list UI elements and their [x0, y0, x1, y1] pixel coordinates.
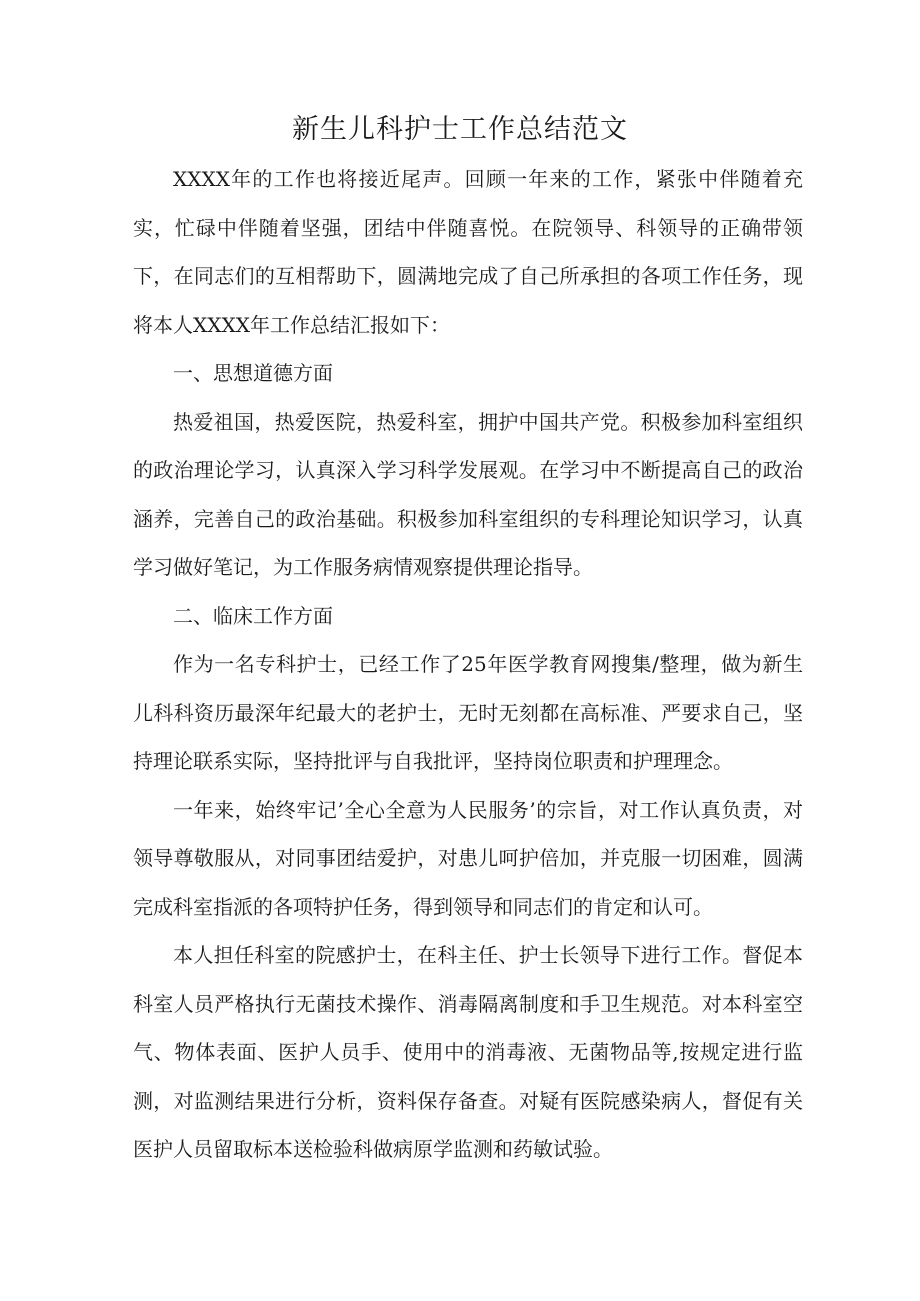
intro-paragraph: XXXX年的工作也将接近尾声。回顾一年来的工作，紧张中伴随着充实，忙碌中伴随着坚强，团结中伴随喜悦。在院领导、科领导的正确带领下，在同志们的互相帮助下，圆满地完成了自己所承担的各项工作任务，现将本人XXXX年工作总结汇报如下：	[133, 167, 803, 337]
document-body	[133, 155, 803, 1174]
section-2-paragraph-2: 一年来，始终牢记’全心全意为人民服务’的宗旨，对工作认真负责，对领导尊敬服从，对同事团结爱护，对患儿呵护倍加，并克服一切困难，圆满完成科室指派的各项特护任务，得到领导和同志们的肯定和认可。	[133, 797, 803, 919]
section-2-heading: 二、临床工作方面	[173, 603, 333, 628]
section-1-heading: 一、思想道德方面	[173, 361, 333, 385]
section-2-paragraph-3: 本人担任科室的院感护士，在科主任、护士长领导下进行工作。督促本科室人员严格执行无菌技术操作、消毒隔离制度和手卫生规范。对本科室空气、物体表面、医护人员手、使用中的消毒液、无菌物品等,按规定进行监测，对监测结果进行分析，资料保存备查。对疑有医院感染病人，督促有关医护人员留取标本送检验科做病原学监测和药敏试验。	[133, 943, 803, 1161]
section-1-paragraph: 热爱祖国，热爱医院，热爱科室，拥护中国共产党。积极参加科室组织的政治理论学习，认真深入学习科学发展观。在学习中不断提高自己的政治涵养，完善自己的政治基础。积极参加科室组织的专科理论知识学习，认真学习做好笔记，为工作服务病情观察提供理论指导。	[133, 409, 803, 579]
section-2-paragraph-1: 作为一名专科护士，已经工作了25年医学教育网搜集/整理，做为新生儿科科资历最深年纪最大的老护士，无时无刻都在高标准、严要求自己，坚持理论联系实际，坚持批评与自我批评，坚持岗位职责和护理理念。	[133, 652, 803, 773]
document-title: 新生儿科护士工作总结范文	[292, 114, 628, 145]
